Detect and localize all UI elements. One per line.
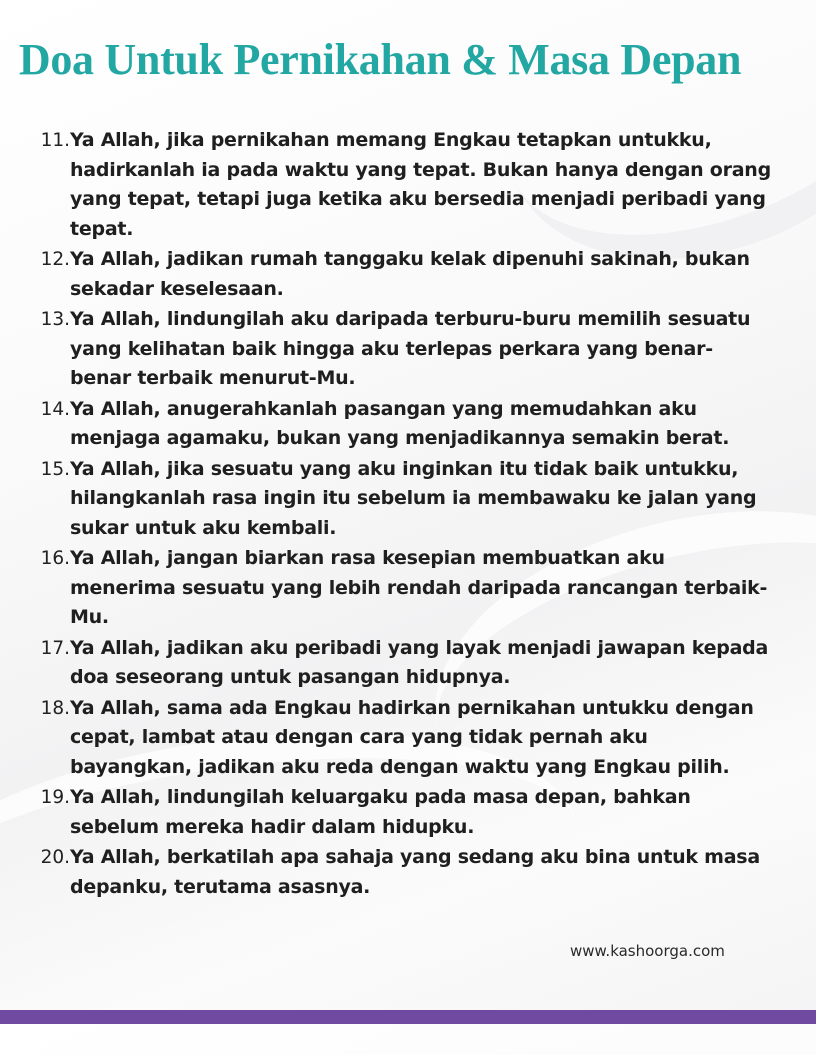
page-title: Doa Untuk Pernikahan & Masa Depan bbox=[18, 35, 742, 84]
website-url: www.kashoorga.com bbox=[570, 942, 725, 960]
list-item bbox=[32, 783, 772, 842]
item-text: Ya Allah, jadikan aku peribadi yang layak menjadi jawapan kepada doa seseorang untuk pasangan hidupnya. bbox=[70, 636, 769, 688]
item-number: 20. bbox=[40, 847, 70, 868]
item-text: Ya Allah, berkatilah apa sahaja yang sedang aku bina untuk masa depanku, terutama asasnya. bbox=[70, 846, 760, 898]
item-number: 11. bbox=[40, 130, 70, 151]
list-item bbox=[32, 305, 772, 394]
item-number: 14. bbox=[40, 398, 70, 420]
item-text: Ya Allah, sama ada Engkau hadirkan pernikahan untukku dengan cepat, lambat atau dengan cara yang tidak pernah aku bayangkan, jadikan aku reda dengan waktu yang Engkau pilih. bbox=[70, 696, 754, 778]
item-number: 18. bbox=[40, 697, 70, 719]
item-text: Ya Allah, jangan biarkan rasa kesepian membuatkan aku menerima sesuatu yang lebih rendah daripada rancangan terbaik-Mu. bbox=[70, 547, 768, 628]
item-text: Ya Allah, jika pernikahan memang Engkau tetapkan untukku, hadirkanlah ia pada waktu yang tepat. Bukan hanya dengan orang yang tepat, tetapi juga ketika aku bersedia menjadi peribadi yang tepat. bbox=[70, 129, 771, 240]
list-item bbox=[32, 395, 772, 454]
list-item bbox=[32, 126, 772, 244]
item-number: 19. bbox=[40, 787, 70, 808]
item-text: Ya Allah, jika sesuatu yang aku inginkan itu tidak baik untukku, hilangkanlah rasa ingin itu sebelum ia membawaku ke jalan yang sukar untuk aku kembali. bbox=[70, 457, 757, 539]
list-item bbox=[32, 544, 772, 633]
list-item bbox=[32, 843, 772, 902]
bottom-accent-bar bbox=[0, 1010, 816, 1024]
item-text: Ya Allah, jadikan rumah tanggaku kelak dipenuhi sakinah, bukan sekadar keselesaan. bbox=[70, 248, 750, 300]
prayer-list bbox=[32, 126, 772, 903]
list-item bbox=[32, 694, 772, 783]
item-number: 16. bbox=[40, 548, 70, 569]
item-number: 13. bbox=[40, 309, 70, 330]
item-text: Ya Allah, lindungilah aku daripada terburu-buru memilih sesuatu yang kelihatan baik hingga aku terlepas perkara yang benar-benar terbaik menurut-Mu. bbox=[70, 308, 751, 389]
list-item bbox=[32, 455, 772, 544]
item-number: 12. bbox=[40, 249, 70, 270]
list-item bbox=[32, 245, 772, 304]
item-number: 15. bbox=[40, 458, 70, 480]
item-number: 17. bbox=[40, 637, 70, 659]
item-text: Ya Allah, lindungilah keluargaku pada masa depan, bahkan sebelum mereka hadir dalam hidupku. bbox=[70, 786, 691, 838]
item-text: Ya Allah, anugerahkanlah pasangan yang memudahkan aku menjaga agamaku, bukan yang menjadikannya semakin berat. bbox=[70, 397, 730, 449]
list-item bbox=[32, 634, 772, 693]
